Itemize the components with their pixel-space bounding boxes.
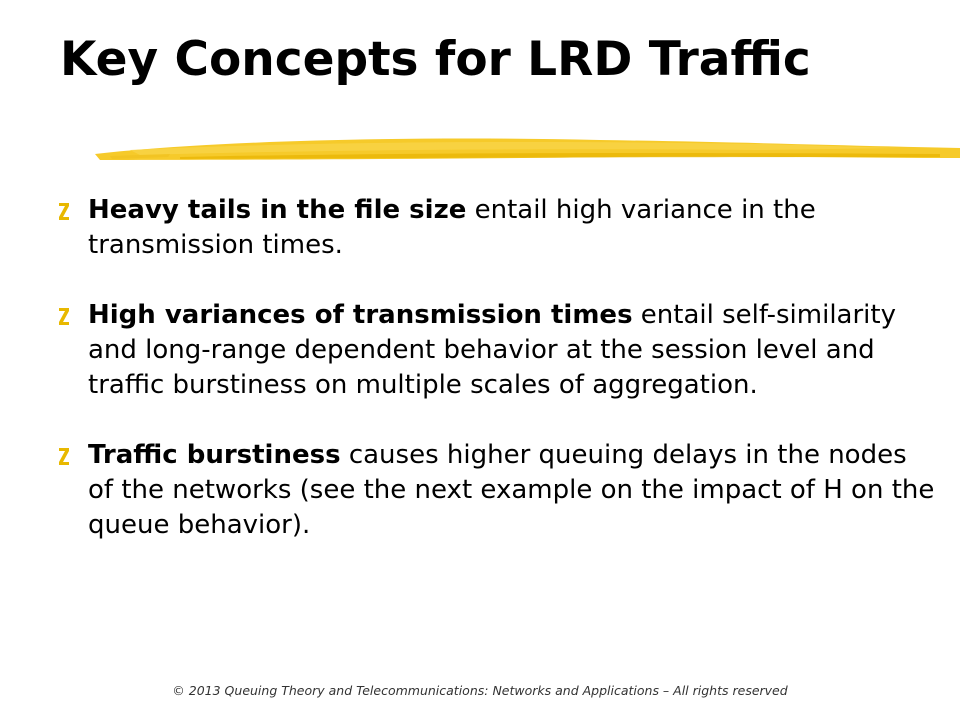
- bullet-list: [58, 193, 938, 578]
- bullet-emphasis: Traffic burstiness: [88, 440, 341, 470]
- bullet-text: entail self-similarity and long-range dependent behavior at the session level and traffic burstiness on multiple scales of aggregation.: [88, 300, 896, 400]
- bullet-text: entail high variance in the transmission times.: [88, 195, 816, 260]
- bullet-item: [58, 193, 938, 263]
- slide-title: Key Concepts for LRD Traffic: [60, 32, 811, 87]
- brush-stroke-divider: [0, 128, 960, 188]
- z-bullet-icon: [58, 201, 70, 221]
- bullet-item: [58, 438, 938, 543]
- z-bullet-icon: [58, 306, 70, 326]
- bullet-text: causes higher queuing delays in the nodes of the networks (see the next example on the impact of H on the queue behavior).: [88, 440, 935, 540]
- z-bullet-icon: [58, 446, 70, 466]
- bullet-emphasis: Heavy tails in the file size: [88, 195, 467, 225]
- copyright-footer: © 2013 Queuing Theory and Telecommunications: Networks and Applications – All rights reserved: [172, 683, 788, 698]
- bullet-item: [58, 298, 938, 403]
- bullet-emphasis: High variances of transmission times: [88, 300, 633, 330]
